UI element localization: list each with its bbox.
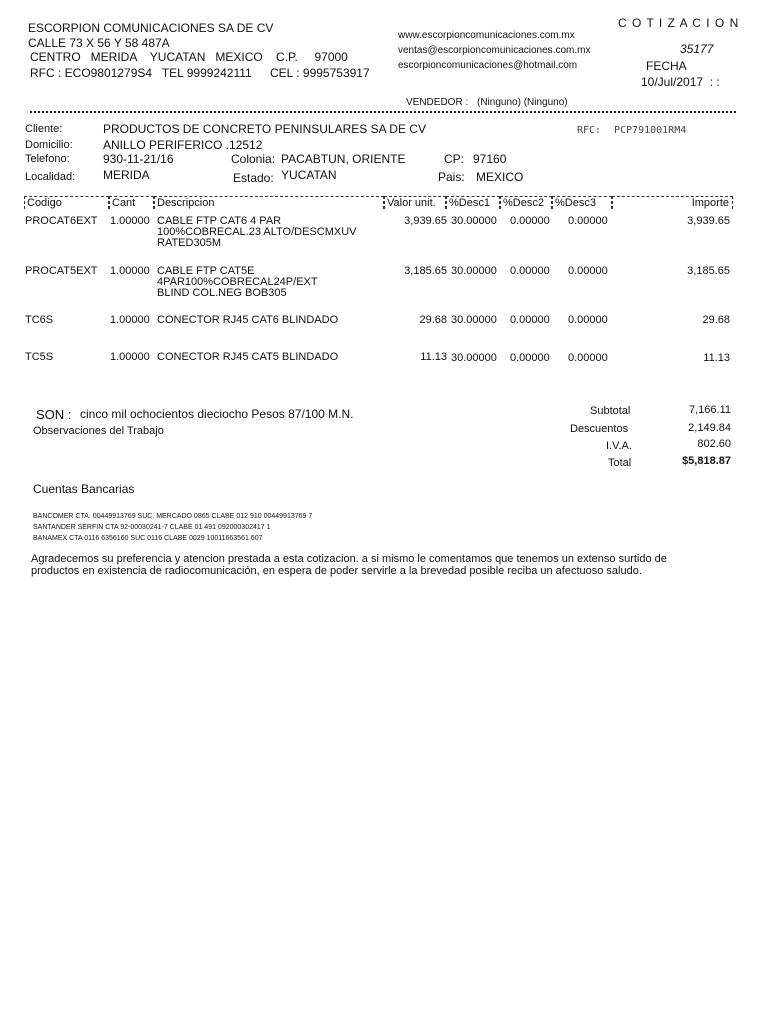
company-email-hotmail: escorpioncomunicaciones@hotmail.com bbox=[398, 60, 578, 71]
cell-valor-unit: 3,185.65 bbox=[404, 265, 447, 277]
bank-line-santander: SANTANDER SERFIN CTA 92-00030241-7 CLABE 01 491 092000302417 1 bbox=[33, 524, 271, 531]
son-label: SON : bbox=[36, 407, 72, 422]
col-header-desc3: %Desc3 bbox=[552, 196, 612, 209]
cell-cant: 1.00000 bbox=[110, 314, 150, 326]
telefono-label: Telefono: bbox=[25, 153, 70, 165]
cell-descripcion: CONECTOR RJ45 CAT5 BLINDADO bbox=[157, 351, 339, 363]
cell-descripcion: CONECTOR RJ45 CAT6 BLINDADO bbox=[157, 314, 339, 326]
iva-label: I.V.A. bbox=[606, 440, 632, 452]
pais-label: Pais: bbox=[438, 170, 465, 184]
colonia-label: Colonia: bbox=[231, 152, 276, 166]
company-website: www.escorpioncomunicaciones.com.mx bbox=[398, 30, 575, 41]
cell-codigo: TC6S bbox=[25, 314, 54, 326]
cell-cant: 1.00000 bbox=[110, 351, 150, 363]
cell-cant: 1.00000 bbox=[110, 215, 150, 227]
cell-desc2: 0.00000 bbox=[510, 314, 550, 326]
cuentas-bancarias-title: Cuentas Bancarias bbox=[33, 482, 135, 496]
col-header-valor-unit: Valor unit. bbox=[384, 196, 446, 209]
cell-importe: 3,185.65 bbox=[687, 265, 730, 277]
cell-desc1: 30.00000 bbox=[451, 352, 497, 364]
cliente-label: Cliente: bbox=[25, 123, 63, 135]
quote-number: 35177 bbox=[680, 42, 714, 56]
cell-descripcion: CABLE FTP CAT6 4 PAR 100%COBRECAL.23 ALTO/DESCMXUV RATED305M bbox=[157, 215, 357, 249]
cell-desc3: 0.00000 bbox=[568, 215, 608, 227]
document-title: C O T I Z A C I O N bbox=[618, 16, 740, 30]
cell-desc2: 0.00000 bbox=[510, 265, 550, 277]
col-header-desc1: %Desc1 bbox=[446, 196, 500, 209]
localidad-label: Localidad: bbox=[25, 171, 76, 183]
cell-cant: 1.00000 bbox=[110, 265, 150, 277]
colonia-value: PACABTUN, ORIENTE bbox=[281, 152, 406, 166]
cell-importe: 3,939.65 bbox=[687, 215, 730, 227]
fecha-value: 10/Jul/2017 : : bbox=[641, 75, 720, 89]
domicilio-label: Domicilio: bbox=[25, 139, 73, 151]
descuentos-value: 2,149.84 bbox=[688, 422, 731, 434]
amount-in-words: cinco mil ochocientos dieciocho Pesos 87/100 M.N. bbox=[80, 407, 354, 421]
cp-label: CP: bbox=[444, 152, 465, 166]
cell-desc2: 0.00000 bbox=[510, 215, 550, 227]
domicilio-value: ANILLO PERIFERICO .12512 bbox=[103, 138, 263, 152]
descuentos-label: Descuentos bbox=[570, 423, 629, 435]
col-header-descripcion: Descripcion bbox=[154, 196, 384, 209]
cell-valor-unit: 11.13 bbox=[420, 351, 447, 363]
cell-desc2: 0.00000 bbox=[510, 352, 550, 364]
footer-message-line2: productos en existencia de radiocomunicación, en espera de poder servirle a la brevedad posible reciba un afectuoso saludo. bbox=[31, 565, 642, 577]
observaciones-label: Observaciones del Trabajo bbox=[33, 425, 164, 437]
cell-importe: 11.13 bbox=[703, 352, 730, 364]
subtotal-value: 7,166.11 bbox=[688, 404, 731, 416]
cell-codigo: PROCAT6EXT bbox=[25, 215, 98, 227]
col-header-cant: Cant bbox=[109, 196, 154, 209]
rfc-value: PCP791001RM4 bbox=[614, 125, 687, 136]
cell-importe: 29.68 bbox=[702, 314, 730, 326]
col-header-importe: Importe bbox=[612, 196, 733, 209]
cell-codigo: PROCAT5EXT bbox=[25, 265, 98, 277]
vendedor-label: VENDEDOR : bbox=[406, 97, 469, 108]
total-value: $5,818.87 bbox=[682, 455, 731, 467]
telefono-value: 930-11-21/16 bbox=[103, 152, 174, 166]
pais-value: MEXICO bbox=[476, 170, 524, 184]
col-header-desc2: %Desc2 bbox=[500, 196, 552, 209]
header-divider bbox=[30, 111, 736, 113]
cell-desc3: 0.00000 bbox=[568, 314, 608, 326]
cell-desc1: 30.00000 bbox=[451, 314, 497, 326]
cell-desc3: 0.00000 bbox=[568, 265, 608, 277]
col-header-codigo: Codigo bbox=[24, 196, 109, 209]
cell-desc1: 30.00000 bbox=[451, 265, 497, 277]
footer-message-line1: Agradecemos su preferencia y atencion prestada a esta cotizacion. a si mismo le comentamos que tenemos un extenso surtido de bbox=[31, 553, 667, 565]
cell-desc3: 0.00000 bbox=[568, 352, 608, 364]
bank-line-banamex: BANAMEX CTA 0116 6356160 SUC 0116 CLABE 0029 10011663561 607 bbox=[33, 535, 263, 542]
total-label: Total bbox=[608, 457, 632, 469]
cp-value: 97160 bbox=[473, 152, 507, 166]
cell-descripcion: CABLE FTP CAT5E 4PAR100%COBRECAL24P/EXT BLIND COL.NEG BOB305 bbox=[157, 265, 318, 299]
vendedor-value: (Ninguno) (Ninguno) bbox=[477, 97, 568, 108]
company-cel: CEL : 9995753917 bbox=[270, 66, 370, 80]
company-name: ESCORPION COMUNICACIONES SA DE CV bbox=[28, 21, 274, 35]
company-address-line2: CENTRO MERIDA YUCATAN MEXICO C.P. 97000 bbox=[30, 50, 348, 64]
cell-desc1: 30.00000 bbox=[451, 215, 497, 227]
company-email-sales: ventas@escorpioncomunicaciones.com.mx bbox=[398, 45, 591, 56]
iva-value: 802.60 bbox=[697, 438, 731, 450]
cell-codigo: TC5S bbox=[25, 351, 54, 363]
company-rfc-tel: RFC : ECO9801279S4 TEL 9999242111 bbox=[30, 66, 252, 80]
subtotal-label: Subtotal bbox=[590, 405, 631, 417]
bank-line-bancomer: BANCOMER CTA. 00449913769 SUC. MERCADO 0865 CLABE 012 910 00449913769 7 bbox=[33, 513, 313, 520]
rfc-label: RFC: bbox=[577, 125, 602, 136]
estado-label: Estado: bbox=[233, 171, 274, 185]
localidad-value: MERIDA bbox=[103, 168, 150, 182]
company-address-line1: CALLE 73 X 56 Y 58 487A bbox=[28, 36, 170, 50]
cell-valor-unit: 3,939.65 bbox=[404, 215, 447, 227]
fecha-label: FECHA bbox=[646, 59, 687, 73]
estado-value: YUCATAN bbox=[281, 168, 337, 182]
cliente-value: PRODUCTOS DE CONCRETO PENINSULARES SA DE CV bbox=[103, 122, 426, 136]
cell-valor-unit: 29.68 bbox=[419, 314, 447, 326]
